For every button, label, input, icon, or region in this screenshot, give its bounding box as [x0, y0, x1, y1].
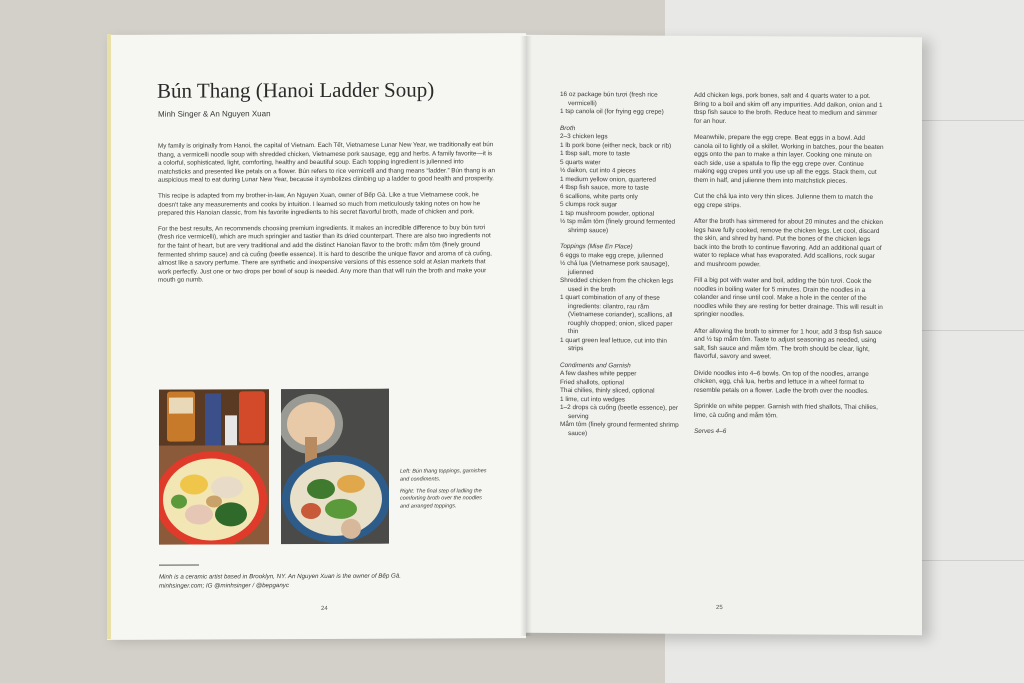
ingredient: 1 tsp mushroom powder, optional [560, 209, 655, 218]
toppings-photo [159, 389, 269, 544]
ingredient: Shredded chicken from the chicken legs used in the broth [560, 276, 674, 293]
footnote-rule [159, 565, 199, 566]
ingredient: 6 eggs to make egg crepe, julienned [560, 251, 664, 260]
author-bio [159, 571, 489, 590]
method-step: After the broth has simmered for about 20 minutes and the chicken legs have fully cooked, remove the chicken legs. Let cool, discard the skin, and shred by hand. Put the bones of the chicken legs back into the broth to continue flavoring. Add an additional quart of water to replace what has evaporated. Add scallions, rock sugar and mushroom powder. [694, 217, 883, 268]
method-step: After allowing the broth to simmer for 1 hour, add 3 tbsp fish sauce and ½ tsp mắm tôm. Taste to adjust seasoning as needed, using salt, fish sauce and mắm tôm. The broth should be clear, light, flavorful, savory and sweet. [694, 327, 882, 361]
page-number: 24 [321, 605, 328, 612]
ingredient: 1 quart green leaf lettuce, cut into thin strips [560, 336, 667, 353]
intro-text [158, 141, 497, 292]
ingredient: Thai chilies, thinly sliced, optional [560, 386, 655, 395]
method-column [694, 92, 884, 446]
ingredient: 1–2 drops cà cuống (beetle essence), per serving [560, 403, 678, 420]
page-edge [107, 34, 111, 639]
bio-line: Minh is a ceramic artist based in Brooklyn, NY. An Nguyen Xuan is the owner of Bếp Gà. [159, 572, 402, 581]
right-page [526, 35, 922, 635]
ingredient: Mắm tôm (finely ground fermented shrimp sauce) [560, 420, 679, 437]
ingredient: 1 lb pork bone (either neck, back or rib) [560, 141, 672, 150]
ingredient: 5 quarts water [560, 158, 601, 166]
ingredient: 5 clumps rock sugar [560, 200, 618, 209]
caption-right: Right: The final step of ladling the comforting broth over the noodles and arranged toppings. [400, 487, 482, 510]
ingredients-column [560, 91, 680, 439]
method-step: Add chicken legs, pork bones, salt and 4 quarts water to a pot. Bring to a boil and skim off any impurities. Add daikon, onion and 1 tbsp fish sauce to the broth. Reduce heat to medium and simmer for an hour. [694, 91, 883, 125]
recipe-title: Bún Thang (Hanoi Ladder Soup) [157, 77, 435, 103]
section-heading: Toppings (Mise En Place) [560, 242, 633, 251]
intro-paragraph: For the best results, An recommends choosing premium ingredients. It makes an incredible difference to buy bún tươi (fresh rice vermicelli), which are much springier and tastier than its dried counterpart. There are also two ingredients not for the faint of heart, but are very traditional and add the distinct Hanoian flavor to the broth: mắm tôm (finely ground fermented shrimp sauce) and cà cuống (beetle essence). It is hard to describe the unique flavor and aroma of cà cuống, almost like a savory perfume. There are synthetic and inexpensive versions of this essence sold at Asian markets that work perfectly. Just one or two drops per bowl of soup is needed. Any more than that will ruin the broth and make your mouth go numb. [158, 224, 492, 285]
method-step: Meanwhile, prepare the egg crepe. Beat eggs in a bowl. Add canola oil to lightly oil a skillet. Working in batches, pour the beaten eggs onto the pan to make a thin layer. Cooking one minute on each side, use a spatula to flip the egg crepe over. Continue making egg crepes until you use up all the eggs. Stack them, cut them in half, and julienne them into matchstick pieces. [694, 133, 884, 185]
intro-paragraph: This recipe is adapted from my brother-in-law, An Nguyen Xuan, owner of Bếp Gà. Like a true Vietnamese cook, he doesn't take any measurements and cooks by intuition. I learned so much from meticulously taking notes on how he prepared this Hanoian classic, from his favorite ingredients to his secret flavorful broth, made of chicken and pork. [158, 191, 481, 217]
ingredient: Fried shallots, optional [560, 378, 624, 386]
photo-caption [400, 468, 490, 515]
method-step: Divide noodles into 4–6 bowls. On top of the noodles, arrange chicken, egg, chả lụa, herbs and lettuce in a wheel format to resemble petals on a flower. Ladle the broth over the noodles. [694, 369, 869, 395]
ingredient: 1 quart combination of any of these ingredients: cilantro, rau răm (Vietnamese coriander), scallions, all roughly chopped; onion, sliced paper thin [560, 293, 673, 336]
page-number: 25 [716, 604, 723, 611]
method-step: Fill a big pot with water and boil, adding the bún tươi. Cook the noodles in boiling water for 5 minutes. Drain the noodles in a colander and rinse until cool. Make a hole in the center of the noodles while they are resting for better drainage. This will result in springier noodles. [694, 276, 883, 319]
ingredient: ½ tsp mắm tôm (finely ground fermented shrimp sauce) [560, 217, 676, 234]
ingredient: 1 lime, cut into wedges [560, 395, 626, 403]
magazine-spine [520, 36, 532, 636]
section-heading: Broth [560, 124, 576, 132]
ingredient: 16 oz package bún tươi (fresh rice vermicelli) [560, 90, 658, 107]
ingredient: ½ chả lụa (Vietnamese pork sausage), julienned [560, 259, 670, 276]
caption-left: Left: Bún thang toppings, garnishes and condiments. [400, 468, 487, 483]
serves-note: Serves 4–6 [694, 427, 727, 436]
ingredient: 6 scallions, white parts only [560, 192, 638, 200]
ingredient: 4 tbsp fish sauce, more to taste [560, 183, 649, 192]
ingredient: 1 medium yellow onion, quartered [560, 175, 656, 184]
method-step: Cut the chả lụa into very thin slices. Julienne them to match the egg crepe strips. [694, 192, 874, 209]
intro-paragraph: My family is originally from Hanoi, the capital of Vietnam. Each Tết, Vietnamese Lunar New Year, we traditionally eat bún thang, a vermicelli noodle soup with shredded chicken, Vietnamese pork sausage, egg and herbs. A family favorite—it is a colorful, sophisticated, light, comforting, healthy and beautiful soup. Each topping ingredient is julienned into matchsticks and presented like petals on a flower. Bún refers to rice vermicelli and thang means “ladder.” Bún thang is an auspicious meal to eat during Lunar New Year, because it symbolizes climbing up a ladder to good health and prosperity. [158, 141, 496, 185]
section-heading: Condiments and Garnish [560, 361, 631, 369]
bio-links: minhsinger.com; IG @minhsinger / @bepganyc [159, 582, 289, 590]
ingredient: 2–3 chicken legs [560, 132, 608, 141]
ingredient: A few dashes white pepper [560, 369, 637, 378]
ingredient: 1 tsp canola oil (for frying egg crepe) [560, 107, 664, 116]
left-page [107, 33, 526, 640]
ingredient: 1 tbsp salt, more to taste [560, 149, 630, 158]
method-step: Sprinkle on white pepper. Garnish with fried shallots, Thai chilies, lime, cà cuống and mắm tôm. [694, 402, 878, 419]
byline: Minh Singer & An Nguyen Xuan [158, 109, 271, 119]
broth-photo [281, 389, 389, 544]
ingredient: ½ daikon, cut into 4 pieces [560, 166, 636, 175]
